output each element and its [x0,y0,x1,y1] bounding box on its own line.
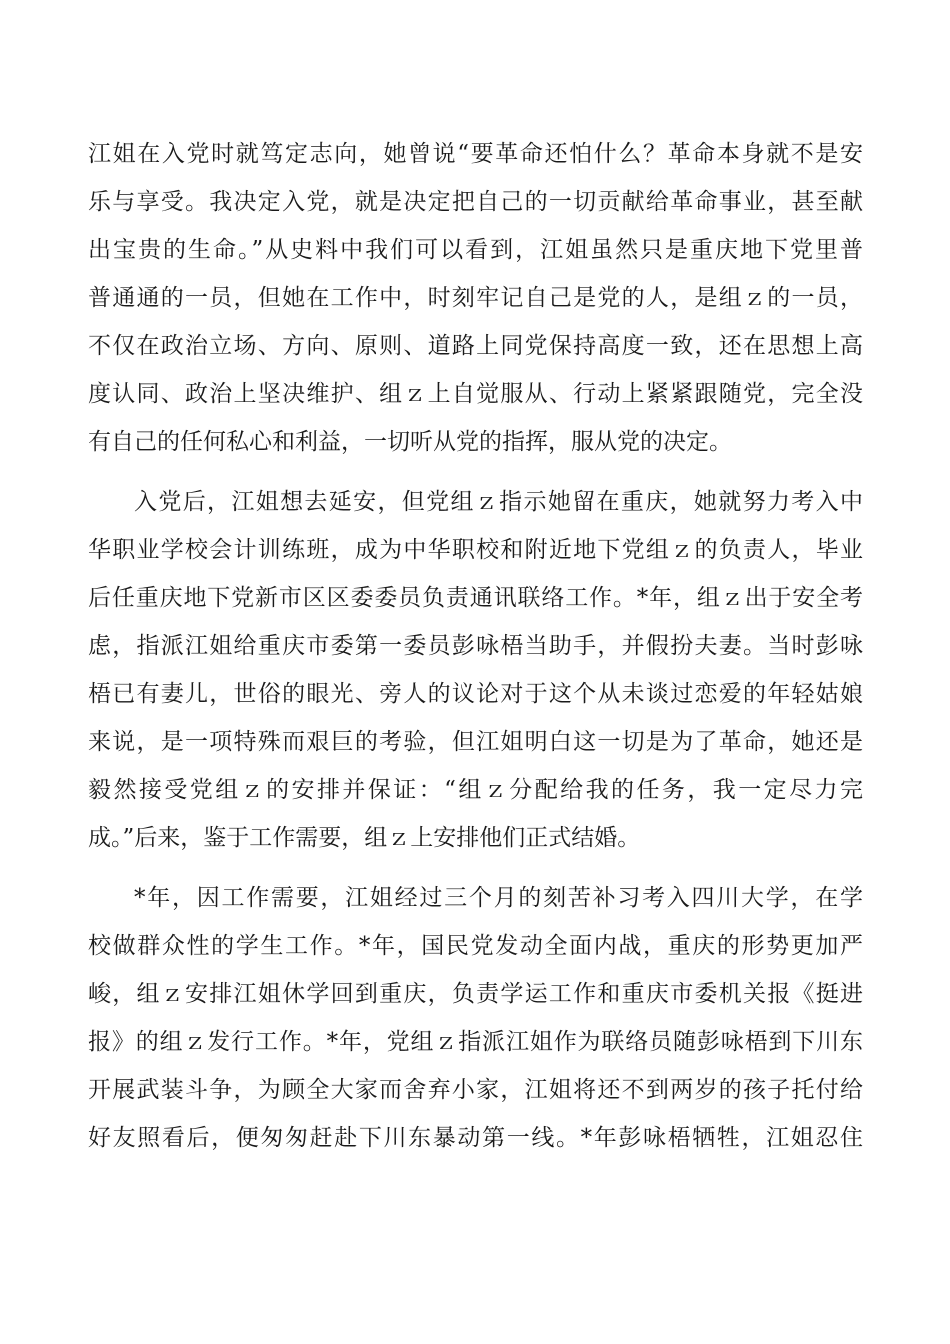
paragraph-2-line-2: 华职业学校会计训练班，成为中华职校和附近地下党组ｚ的负责人，毕业 [88,537,863,563]
paragraph-2-line-3: 后任重庆地下党新市区区委委员负责通讯联络工作。*年，组ｚ出于安全考 [88,585,863,611]
paragraph-3-line-3: 峻，组ｚ安排江姐休学回到重庆，负责学运工作和重庆市委机关报《挺进 [88,981,863,1007]
paragraph-1-line-1: 江姐在入党时就笃定志向，她曾说“要革命还怕什么？革命本身就不是安 [88,141,863,167]
paragraph-3-line-6: 好友照看后，便匆匆赶赴下川东暴动第一线。*年彭咏梧牺牲，江姐忍住 [88,1125,863,1151]
paragraph-2-line-8: 成。”后来，鉴于工作需要，组ｚ上安排他们正式结婚。 [88,825,641,851]
paragraph-3-line-1: *年，因工作需要，江姐经过三个月的刻苦补习考入四川大学，在学 [134,885,863,911]
paragraph-2-line-7: 毅然接受党组ｚ的安排并保证：“组ｚ分配给我的任务，我一定尽力完 [88,777,863,803]
paragraph-2-line-6: 来说，是一项特殊而艰巨的考验，但江姐明白这一切是为了革命，她还是 [88,729,863,755]
paragraph-2-line-4: 虑，指派江姐给重庆市委第一委员彭咏梧当助手，并假扮夫妻。当时彭咏 [88,633,863,659]
paragraph-3-line-4: 报》的组ｚ发行工作。*年，党组ｚ指派江姐作为联络员随彭咏梧到下川东 [88,1029,863,1055]
paragraph-3-line-5: 开展武装斗争，为顾全大家而舍弃小家，江姐将还不到两岁的孩子托付给 [88,1077,863,1103]
paragraph-3-line-2: 校做群众性的学生工作。*年，国民党发动全面内战，重庆的形势更加严 [88,933,863,959]
paragraph-1-line-5: 不仅在政治立场、方向、原则、道路上同党保持高度一致，还在思想上高 [88,333,863,359]
paragraph-2-line-5: 梧已有妻儿，世俗的眼光、旁人的议论对于这个从未谈过恋爱的年轻姑娘 [88,681,863,707]
paragraph-1-line-3: 出宝贵的生命。”从史料中我们可以看到，江姐虽然只是重庆地下党里普 [88,237,863,263]
paragraph-2-line-1: 入党后，江姐想去延安，但党组ｚ指示她留在重庆，她就努力考入中 [134,489,863,515]
paragraph-1-line-2: 乐与享受。我决定入党，就是决定把自己的一切贡献给革命事业，甚至献 [88,189,863,215]
paragraph-1-line-7: 有自己的任何私心和利益，一切听从党的指挥，服从党的决定。 [88,429,732,455]
paragraph-1-line-4: 普通通的一员，但她在工作中，时刻牢记自己是党的人，是组ｚ的一员， [88,285,863,311]
paragraph-1-line-6: 度认同、政治上坚决维护、组ｚ上自觉服从、行动上紧紧跟随党，完全没 [88,381,863,407]
